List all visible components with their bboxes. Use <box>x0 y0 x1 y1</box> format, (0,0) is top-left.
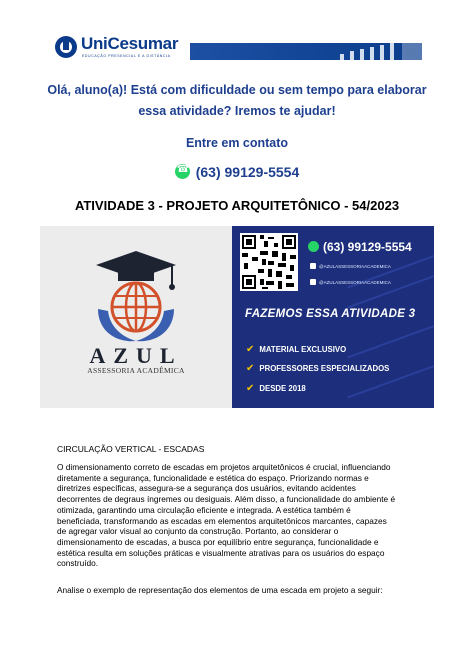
intro-line-1: Olá, aluno(a)! Está com dificuldade ou sem tempo para elaborar <box>47 83 427 97</box>
banner-feature-item: ✔ PROFESSORES ESPECIALIZADOS <box>246 363 390 374</box>
qr-code-icon[interactable] <box>240 233 298 291</box>
brand-tagline: EDUCAÇÃO PRESENCIAL E A DISTÂNCIA <box>82 54 171 58</box>
whatsapp-icon <box>175 164 190 179</box>
contact-label: Entre em contato <box>185 136 289 150</box>
banner-feature-item: ✔ MATERIAL EXCLUSIVO <box>246 344 347 355</box>
phone-number: (63) 99129-5554 <box>195 164 300 180</box>
graduation-globe-logo-icon <box>92 251 180 343</box>
contact-phone[interactable] <box>0 164 474 180</box>
header-decorative-bar <box>190 43 422 60</box>
unicesumar-logo <box>55 36 190 60</box>
banner-phone[interactable]: (63) 99129-5554 <box>308 240 412 254</box>
check-icon: ✔ <box>246 383 255 394</box>
check-icon: ✔ <box>246 363 255 374</box>
closing-instruction: Analise o exemplo de representação dos elementos de uma escada em projeto a seguir: <box>57 585 383 595</box>
banner-headline: FAZEMOS ESSA ATIVIDADE 3 <box>245 308 430 320</box>
banner-social-2[interactable]: @AZULASSESSORIAACADEMICA <box>310 279 391 285</box>
brand-name: UniCesumar <box>81 34 179 53</box>
whatsapp-icon <box>308 241 319 252</box>
banner-instagram[interactable]: @AZULASSESSORIAACADEMICA <box>310 263 391 269</box>
banner-feature-item: ✔ DESDE 2018 <box>246 383 306 394</box>
intro-line-2: essa atividade? Iremos te ajudar! <box>138 104 336 118</box>
social-icon <box>310 279 316 285</box>
body-paragraph: O dimensionamento correto de escadas em projetos arquitetônicos é crucial, influenciando diretamente a segurança, funcionalidade e estética do espaço. Priorizando normas e diretrizes específicas, assegura-se a segurança dos usuários, evitando acidentes decorrentes de degraus íngremes ou desiguais. Além disso, a funcionalidade do ambiente é otimizada, garantindo uma circulação eficiente e integrada. A estética também é beneficiada, transformando as escadas em elementos arquitetônicos marcantes, capazes de agregar valor visual ao conjunto da construção. Portanto, ao considerar o dimensionamento de escadas, a busca por equilíbrio entre segurança, funcionalidade e estética resulta em soluções práticas e visualmente atrativas para os usuários do espaço construído. <box>57 462 396 569</box>
activity-title: ATIVIDADE 3 - PROJETO ARQUITETÔNICO - 54/2023 <box>74 198 400 213</box>
azul-brand-name: AZUL <box>89 343 183 368</box>
unicesumar-logo-icon <box>55 36 77 58</box>
check-icon: ✔ <box>246 344 255 355</box>
instagram-icon <box>310 263 316 269</box>
section-title: CIRCULAÇÃO VERTICAL - ESCADAS <box>57 444 205 454</box>
ad-banner[interactable] <box>40 226 434 408</box>
azul-brand-subtitle: ASSESSORIA ACADÊMICA <box>87 366 185 375</box>
